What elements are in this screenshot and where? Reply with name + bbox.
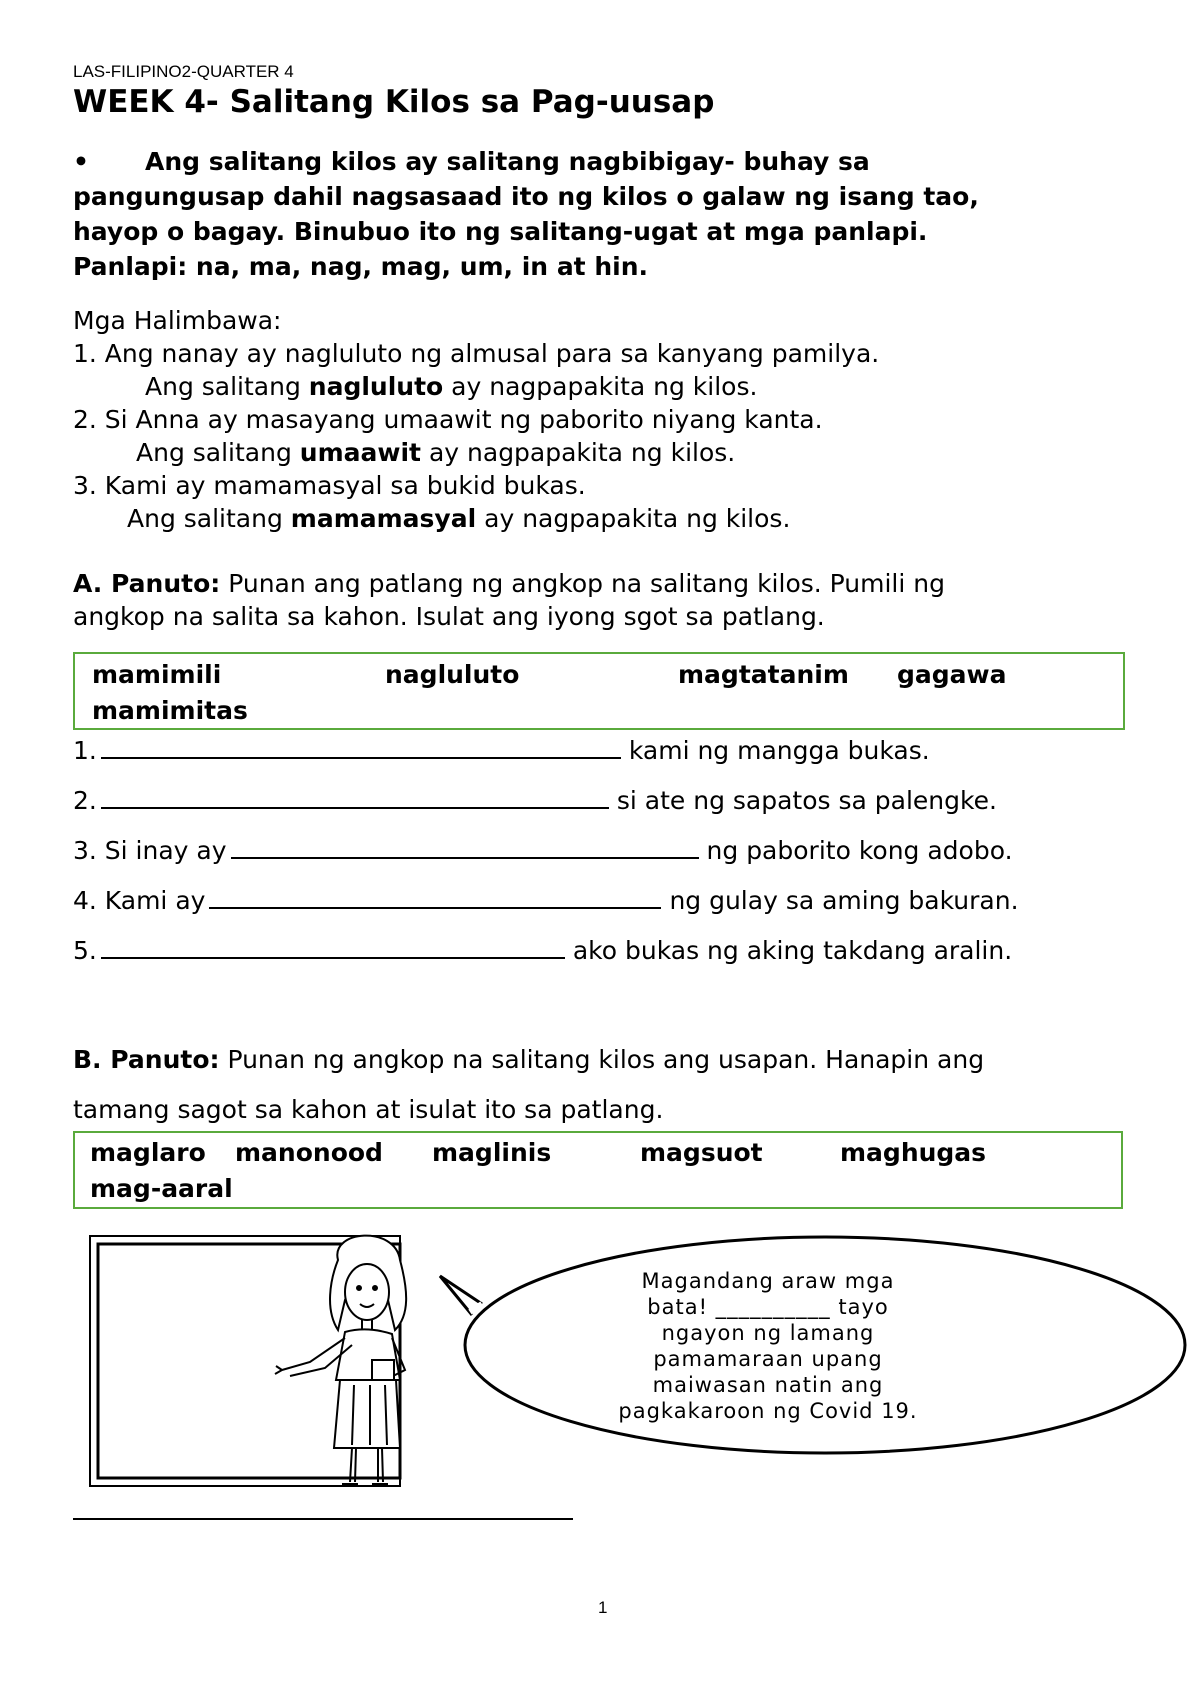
intro-line: Ang salitang kilos ay salitang nagbibigay- buhay sa	[145, 147, 870, 176]
answer-blank[interactable]	[209, 885, 661, 909]
part-b-answer-line[interactable]	[73, 1518, 573, 1520]
intro-line: hayop o bagay. Binubuo ito ng salitang-ugat at mga panlapi.	[73, 217, 928, 246]
page-title: WEEK 4- Salitang Kilos sa Pag-uusap	[73, 84, 715, 120]
word-bank-word: magsuot	[640, 1138, 763, 1167]
example-keyword: umaawit	[299, 438, 422, 467]
examples-section	[73, 304, 879, 535]
document-header: LAS-FILIPINO2-QUARTER 4	[73, 62, 294, 81]
question-item: 3. Si inay ay ng paborito kong adobo.	[73, 836, 1013, 865]
word-bank-word: mag-aaral	[90, 1174, 233, 1203]
answer-blank[interactable]	[101, 935, 565, 959]
example-keyword: mamamasyal	[290, 504, 477, 533]
example-explanation: Ang salitang nagluluto ay nagpapakita ng kilos.	[145, 372, 758, 401]
answer-blank[interactable]	[101, 735, 621, 759]
bubble-line: maiwasan natin ang	[652, 1373, 884, 1397]
word-bank-word: maglinis	[432, 1138, 552, 1167]
part-b-instructions: B. Panuto: Punan ng angkop na salitang kilos ang usapan. Hanapin ang tamang sagot sa kahon at isulat ito sa patlang.	[73, 1045, 985, 1124]
example-sentence: 3. Kami ay mamamasyal sa bukid bukas.	[73, 471, 586, 500]
word-bank-word: gagawa	[897, 660, 1007, 689]
word-bank-word: maglaro	[90, 1138, 206, 1167]
word-bank-word: maghugas	[840, 1138, 987, 1167]
example-keyword: nagluluto	[308, 372, 444, 401]
bullet-glyph: •	[73, 147, 89, 176]
teacher-illustration	[0, 1220, 1200, 1490]
bubble-line: Magandang araw mga	[641, 1269, 895, 1293]
bubble-line: pagkakaroon ng Covid 19.	[618, 1399, 918, 1423]
word-bank-word: mamimitas	[92, 696, 248, 725]
page-number: 1	[598, 1598, 608, 1617]
bubble-line: ngayon ng lamang	[661, 1321, 875, 1345]
question-item: 1. kami ng mangga bukas.	[73, 736, 930, 765]
answer-blank[interactable]	[101, 785, 609, 809]
question-item: 5. ako bukas ng aking takdang aralin.	[73, 936, 1013, 965]
example-sentence: 1. Ang nanay ay nagluluto ng almusal para sa kanyang pamilya.	[73, 339, 880, 368]
part-a-label: A. Panuto:	[73, 569, 221, 598]
intro-paragraph	[73, 144, 979, 284]
example-explanation: Ang salitang umaawit ay nagpapakita ng kilos.	[136, 438, 736, 467]
example-explanation: Ang salitang mamamasyal ay nagpapakita ng kilos.	[127, 504, 791, 533]
part-b-label: B. Panuto:	[73, 1045, 220, 1074]
bubble-line: pamamaraan upang	[653, 1347, 883, 1371]
examples-heading: Mga Halimbawa:	[73, 306, 282, 335]
answer-blank[interactable]	[231, 835, 699, 859]
bubble-line: bata! __________ tayo	[647, 1295, 889, 1319]
part-a-instructions: A. Panuto: Punan ang patlang ng angkop na salitang kilos. Pumili ng angkop na salita sa kahon. Isulat ang iyong sgot sa patlang.	[73, 569, 945, 631]
word-bank-word: nagluluto	[385, 660, 520, 689]
word-bank-word: manonood	[235, 1138, 383, 1167]
question-item: 2. si ate ng sapatos sa palengke.	[73, 786, 997, 815]
intro-line: Panlapi: na, ma, nag, mag, um, in at hin.	[73, 252, 648, 281]
question-item: 4. Kami ay ng gulay sa aming bakuran.	[73, 886, 1019, 915]
word-bank-word: magtatanim	[678, 660, 849, 689]
intro-line: pangungusap dahil nagsasaad ito ng kilos o galaw ng isang tao,	[73, 182, 979, 211]
word-bank-word: mamimili	[92, 660, 222, 689]
example-sentence: 2. Si Anna ay masayang umaawit ng paborito niyang kanta.	[73, 405, 823, 434]
